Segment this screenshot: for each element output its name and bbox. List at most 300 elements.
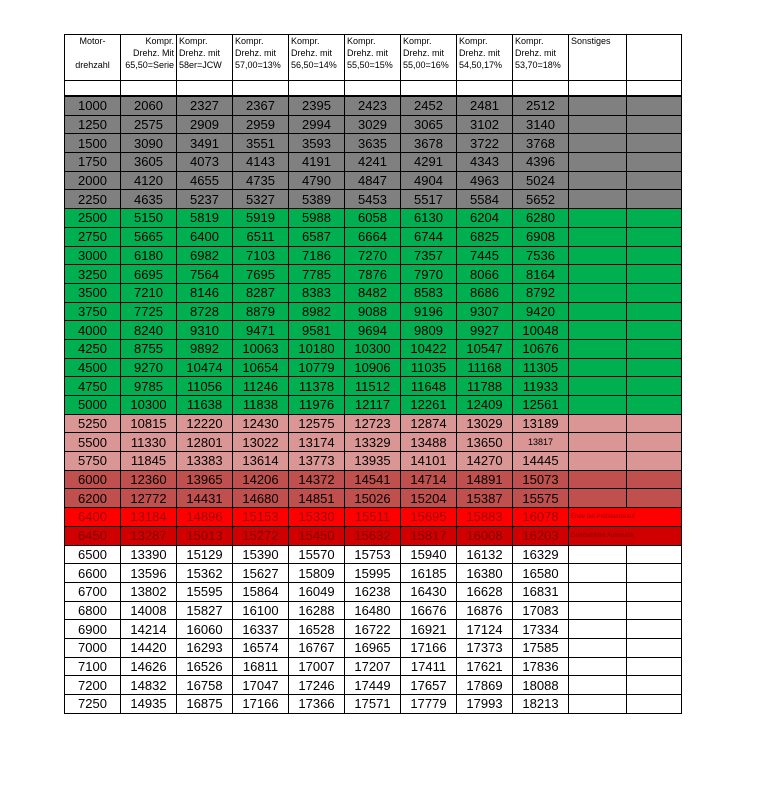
value-cell: 16811	[233, 657, 289, 676]
table-row	[65, 526, 682, 545]
value-cell: 15390	[233, 545, 289, 564]
value-cell: 10547	[457, 339, 513, 358]
value-cell: 17007	[289, 657, 345, 676]
notes-cell	[569, 695, 627, 714]
value-cell: 9270	[121, 358, 177, 377]
value-cell: 4655	[177, 171, 233, 190]
notes-cell	[569, 489, 627, 508]
value-cell: 5517	[401, 190, 457, 209]
value-cell: 11845	[121, 452, 177, 471]
value-cell: 10300	[345, 339, 401, 358]
header-line	[629, 47, 681, 59]
value-cell: 16288	[289, 601, 345, 620]
value-cell: 12409	[457, 396, 513, 415]
value-cell: 15450	[289, 526, 345, 545]
header-line: 65,50=Serie	[125, 60, 174, 70]
rpm-cell: 3250	[65, 265, 121, 284]
value-cell: 16060	[177, 620, 233, 639]
value-cell: 13965	[177, 470, 233, 489]
column-header	[569, 35, 627, 81]
notes-cell	[569, 302, 627, 321]
value-cell: 10676	[513, 339, 569, 358]
value-cell: 3491	[177, 134, 233, 153]
rpm-cell: 1250	[65, 115, 121, 134]
table-row	[65, 339, 682, 358]
rpm-cell: 7250	[65, 695, 121, 714]
value-cell: 14680	[233, 489, 289, 508]
empty-cell	[627, 302, 682, 321]
empty-cell	[345, 81, 401, 97]
value-cell: 13773	[289, 452, 345, 471]
value-cell: 12561	[513, 396, 569, 415]
value-cell: 11788	[457, 377, 513, 396]
value-cell: 11933	[513, 377, 569, 396]
value-cell: 16293	[177, 638, 233, 657]
value-cell: 8146	[177, 283, 233, 302]
value-cell: 14101	[401, 452, 457, 471]
rpm-cell: 2500	[65, 209, 121, 228]
value-cell: 13650	[457, 433, 513, 452]
value-cell: 4120	[121, 171, 177, 190]
value-cell: 11838	[233, 396, 289, 415]
value-cell: 8287	[233, 283, 289, 302]
value-cell: 11056	[177, 377, 233, 396]
value-cell: 9088	[345, 302, 401, 321]
value-cell: 6825	[457, 227, 513, 246]
empty-cell	[627, 246, 682, 265]
header-line: Kompr.	[179, 36, 208, 46]
value-cell: 13935	[345, 452, 401, 471]
value-cell: 9694	[345, 321, 401, 340]
value-cell: 16337	[233, 620, 289, 639]
value-cell: 9307	[457, 302, 513, 321]
value-cell: 13614	[233, 452, 289, 471]
header-line: Kompr.	[347, 36, 376, 46]
table-row	[65, 246, 682, 265]
value-cell: 17869	[457, 676, 513, 695]
header-line: 55,50=15%	[347, 60, 393, 70]
rpm-cell: 7100	[65, 657, 121, 676]
value-cell: 2395	[289, 96, 345, 115]
rpm-cell: 4000	[65, 321, 121, 340]
value-cell: 17993	[457, 695, 513, 714]
header-line: Drehz. mit	[347, 48, 389, 58]
table-row	[65, 657, 682, 676]
value-cell: 2481	[457, 96, 513, 115]
value-cell: 5150	[121, 209, 177, 228]
notes-cell	[569, 283, 627, 302]
notes-cell	[569, 227, 627, 246]
column-header	[65, 35, 121, 81]
value-cell: 18088	[513, 676, 569, 695]
header-line: 55,00=16%	[403, 60, 449, 70]
rpm-cell: 5750	[65, 452, 121, 471]
notes-cell: Drehzahllimit Automatik	[569, 526, 682, 545]
notes-cell	[569, 246, 627, 265]
value-cell: 14270	[457, 452, 513, 471]
value-cell: 8728	[177, 302, 233, 321]
header-line: 54,50,17%	[459, 60, 503, 70]
empty-cell	[627, 489, 682, 508]
empty-cell	[627, 115, 682, 134]
value-cell: 4343	[457, 153, 513, 172]
value-cell: 12723	[345, 414, 401, 433]
value-cell: 4241	[345, 153, 401, 172]
value-cell: 11648	[401, 377, 457, 396]
rpm-cell: 6900	[65, 620, 121, 639]
value-cell: 16831	[513, 582, 569, 601]
rpm-cell: 1750	[65, 153, 121, 172]
value-cell: 11246	[233, 377, 289, 396]
notes-cell	[569, 115, 627, 134]
rpm-cell: 3750	[65, 302, 121, 321]
value-cell: 7445	[457, 246, 513, 265]
value-cell: 8240	[121, 321, 177, 340]
value-cell: 11976	[289, 396, 345, 415]
table-row	[65, 433, 682, 452]
empty-cell	[627, 676, 682, 695]
value-cell: 6664	[345, 227, 401, 246]
table-row	[65, 564, 682, 583]
value-cell: 16008	[457, 526, 513, 545]
empty-cell	[627, 96, 682, 115]
value-cell: 17836	[513, 657, 569, 676]
empty-cell	[627, 81, 682, 97]
header-line: 58er=JCW	[179, 60, 222, 70]
value-cell: 16965	[345, 638, 401, 657]
value-cell: 15272	[233, 526, 289, 545]
value-cell: 8879	[233, 302, 289, 321]
value-cell: 7536	[513, 246, 569, 265]
value-cell: 3102	[457, 115, 513, 134]
column-header	[121, 35, 177, 81]
value-cell: 17124	[457, 620, 513, 639]
value-cell: 12575	[289, 414, 345, 433]
value-cell: 9927	[457, 321, 513, 340]
value-cell: 9310	[177, 321, 233, 340]
value-cell: 15632	[345, 526, 401, 545]
value-cell: 3722	[457, 134, 513, 153]
value-cell: 9471	[233, 321, 289, 340]
value-cell: 13383	[177, 452, 233, 471]
value-cell: 2512	[513, 96, 569, 115]
value-cell: 15330	[289, 508, 345, 527]
value-cell: 3029	[345, 115, 401, 134]
value-cell: 16185	[401, 564, 457, 583]
header-line: Kompr.	[291, 36, 320, 46]
value-cell: 13817	[513, 433, 569, 452]
notes-cell	[569, 339, 627, 358]
value-cell: 7695	[233, 265, 289, 284]
notes-cell	[569, 676, 627, 695]
value-cell: 7564	[177, 265, 233, 284]
value-cell: 6982	[177, 246, 233, 265]
value-cell: 13174	[289, 433, 345, 452]
header-line	[571, 59, 626, 71]
table-row	[65, 508, 682, 527]
empty-cell	[627, 396, 682, 415]
value-cell: 2060	[121, 96, 177, 115]
rpm-cell: 4500	[65, 358, 121, 377]
value-cell: 5919	[233, 209, 289, 228]
value-cell: 15511	[345, 508, 401, 527]
value-cell: 5453	[345, 190, 401, 209]
value-cell: 4847	[345, 171, 401, 190]
value-cell: 15575	[513, 489, 569, 508]
value-cell: 6695	[121, 265, 177, 284]
rpm-cell: 6500	[65, 545, 121, 564]
value-cell: 6400	[177, 227, 233, 246]
value-cell: 15362	[177, 564, 233, 583]
value-cell: 2452	[401, 96, 457, 115]
value-cell: 6587	[289, 227, 345, 246]
value-cell: 8982	[289, 302, 345, 321]
value-cell: 15595	[177, 582, 233, 601]
value-cell: 16329	[513, 545, 569, 564]
value-cell: 16921	[401, 620, 457, 639]
value-cell: 7357	[401, 246, 457, 265]
value-cell: 17166	[233, 695, 289, 714]
value-cell: 7725	[121, 302, 177, 321]
value-cell: 11168	[457, 358, 513, 377]
header-line: Sonstiges	[571, 36, 611, 46]
rpm-cell: 5000	[65, 396, 121, 415]
value-cell: 3678	[401, 134, 457, 153]
value-cell: 9420	[513, 302, 569, 321]
value-cell: 14851	[289, 489, 345, 508]
notes-cell	[569, 134, 627, 153]
rpm-cell: 3000	[65, 246, 121, 265]
value-cell: 15940	[401, 545, 457, 564]
table-row	[65, 96, 682, 115]
column-header	[289, 35, 345, 81]
header-line: 57,00=13%	[235, 60, 281, 70]
value-cell: 14832	[121, 676, 177, 695]
value-cell: 15204	[401, 489, 457, 508]
value-cell: 15129	[177, 545, 233, 564]
rpm-cell: 3500	[65, 283, 121, 302]
value-cell: 5988	[289, 209, 345, 228]
notes-cell	[569, 433, 627, 452]
value-cell: 14935	[121, 695, 177, 714]
table-row	[65, 695, 682, 714]
value-cell: 8383	[289, 283, 345, 302]
header-line: Motor-	[79, 36, 106, 46]
header-line: Kompr.	[235, 36, 264, 46]
value-cell: 3605	[121, 153, 177, 172]
column-header	[233, 35, 289, 81]
value-cell: 5327	[233, 190, 289, 209]
rpm-cell: 2000	[65, 171, 121, 190]
value-cell: 13329	[345, 433, 401, 452]
value-cell: 15695	[401, 508, 457, 527]
rpm-cell: 6000	[65, 470, 121, 489]
value-cell: 16628	[457, 582, 513, 601]
empty-cell	[401, 81, 457, 97]
value-cell: 17166	[401, 638, 457, 657]
value-cell: 11330	[121, 433, 177, 452]
notes-cell	[569, 377, 627, 396]
header-line: Kompr.	[145, 36, 174, 46]
empty-cell	[627, 545, 682, 564]
rpm-cell: 6600	[65, 564, 121, 583]
value-cell: 4073	[177, 153, 233, 172]
value-cell: 15013	[177, 526, 233, 545]
rpm-cell: 5250	[65, 414, 121, 433]
empty-cell	[627, 638, 682, 657]
table-row	[65, 414, 682, 433]
value-cell: 14891	[457, 470, 513, 489]
value-cell: 9892	[177, 339, 233, 358]
value-cell: 5584	[457, 190, 513, 209]
value-cell: 17779	[401, 695, 457, 714]
value-cell: 15627	[233, 564, 289, 583]
value-cell: 14431	[177, 489, 233, 508]
notes-cell	[569, 470, 627, 489]
header-line: Drehz. mit	[179, 48, 221, 58]
value-cell: 15883	[457, 508, 513, 527]
header-line: Drehz. mit	[291, 48, 333, 58]
value-cell: 5024	[513, 171, 569, 190]
value-cell: 13022	[233, 433, 289, 452]
column-header	[627, 35, 682, 81]
value-cell: 11035	[401, 358, 457, 377]
table-row	[65, 302, 682, 321]
table-row	[65, 283, 682, 302]
value-cell: 17373	[457, 638, 513, 657]
value-cell: 16132	[457, 545, 513, 564]
value-cell: 2575	[121, 115, 177, 134]
rpm-cell: 1500	[65, 134, 121, 153]
table-row	[65, 321, 682, 340]
value-cell: 7210	[121, 283, 177, 302]
column-header	[345, 35, 401, 81]
rpm-cell: 4250	[65, 339, 121, 358]
table-row	[65, 377, 682, 396]
value-cell: 10906	[345, 358, 401, 377]
header-line: Drehz. mit	[235, 48, 277, 58]
value-cell: 10815	[121, 414, 177, 433]
value-cell: 6744	[401, 227, 457, 246]
value-cell: 14372	[289, 470, 345, 489]
value-cell: 11638	[177, 396, 233, 415]
notes-cell	[569, 153, 627, 172]
value-cell: 13802	[121, 582, 177, 601]
value-cell: 6180	[121, 246, 177, 265]
value-cell: 12772	[121, 489, 177, 508]
value-cell: 16049	[289, 582, 345, 601]
value-cell: 17621	[457, 657, 513, 676]
header-line: 56,50=14%	[291, 60, 337, 70]
header-line: Drehz. mit	[459, 48, 501, 58]
table-row	[65, 452, 682, 471]
notes-cell	[569, 620, 627, 639]
value-cell: 17207	[345, 657, 401, 676]
empty-cell	[627, 414, 682, 433]
value-cell: 15153	[233, 508, 289, 527]
rpm-compression-table	[64, 34, 682, 714]
value-cell: 14008	[121, 601, 177, 620]
value-cell: 16528	[289, 620, 345, 639]
value-cell: 7876	[345, 265, 401, 284]
value-cell: 17571	[345, 695, 401, 714]
value-cell: 4790	[289, 171, 345, 190]
header-line: Drehz. Mit	[132, 48, 174, 58]
value-cell: 14445	[513, 452, 569, 471]
rpm-cell: 4750	[65, 377, 121, 396]
value-cell: 3635	[345, 134, 401, 153]
value-cell: 5389	[289, 190, 345, 209]
value-cell: 2959	[233, 115, 289, 134]
value-cell: 8164	[513, 265, 569, 284]
value-cell: 13189	[513, 414, 569, 433]
value-cell: 2994	[289, 115, 345, 134]
value-cell: 12117	[345, 396, 401, 415]
table-row	[65, 153, 682, 172]
header-line: Kompr.	[459, 36, 488, 46]
table-row	[65, 190, 682, 209]
value-cell: 16203	[513, 526, 569, 545]
value-cell: 17449	[345, 676, 401, 695]
value-cell: 17657	[401, 676, 457, 695]
value-cell: 8066	[457, 265, 513, 284]
rpm-cell: 7000	[65, 638, 121, 657]
empty-cell	[627, 620, 682, 639]
empty-cell	[627, 153, 682, 172]
value-cell: 16430	[401, 582, 457, 601]
rpm-cell: 7200	[65, 676, 121, 695]
table-row	[65, 601, 682, 620]
value-cell: 12430	[233, 414, 289, 433]
table-row	[65, 676, 682, 695]
notes-cell	[569, 545, 627, 564]
header-line	[65, 47, 120, 59]
empty-cell	[627, 190, 682, 209]
empty-cell	[289, 81, 345, 97]
empty-cell	[513, 81, 569, 97]
value-cell: 10422	[401, 339, 457, 358]
value-cell: 8583	[401, 283, 457, 302]
value-cell: 3768	[513, 134, 569, 153]
value-cell: 3140	[513, 115, 569, 134]
notes-cell	[569, 321, 627, 340]
value-cell: 15827	[177, 601, 233, 620]
rpm-cell: 2750	[65, 227, 121, 246]
value-cell: 15570	[289, 545, 345, 564]
table-row	[65, 134, 682, 153]
table-row	[65, 470, 682, 489]
value-cell: 3065	[401, 115, 457, 134]
header-line: Kompr.	[515, 36, 544, 46]
value-cell: 17083	[513, 601, 569, 620]
value-cell: 16078	[513, 508, 569, 527]
value-cell: 17366	[289, 695, 345, 714]
value-cell: 17334	[513, 620, 569, 639]
value-cell: 10180	[289, 339, 345, 358]
header-row	[65, 35, 682, 81]
empty-cell	[627, 358, 682, 377]
value-cell: 6058	[345, 209, 401, 228]
empty-cell	[121, 81, 177, 97]
empty-cell	[627, 227, 682, 246]
value-cell: 15387	[457, 489, 513, 508]
value-cell: 6280	[513, 209, 569, 228]
empty-cell	[627, 452, 682, 471]
rpm-cell: 6400	[65, 508, 121, 527]
value-cell: 12220	[177, 414, 233, 433]
value-cell: 4396	[513, 153, 569, 172]
header-line	[629, 35, 681, 47]
